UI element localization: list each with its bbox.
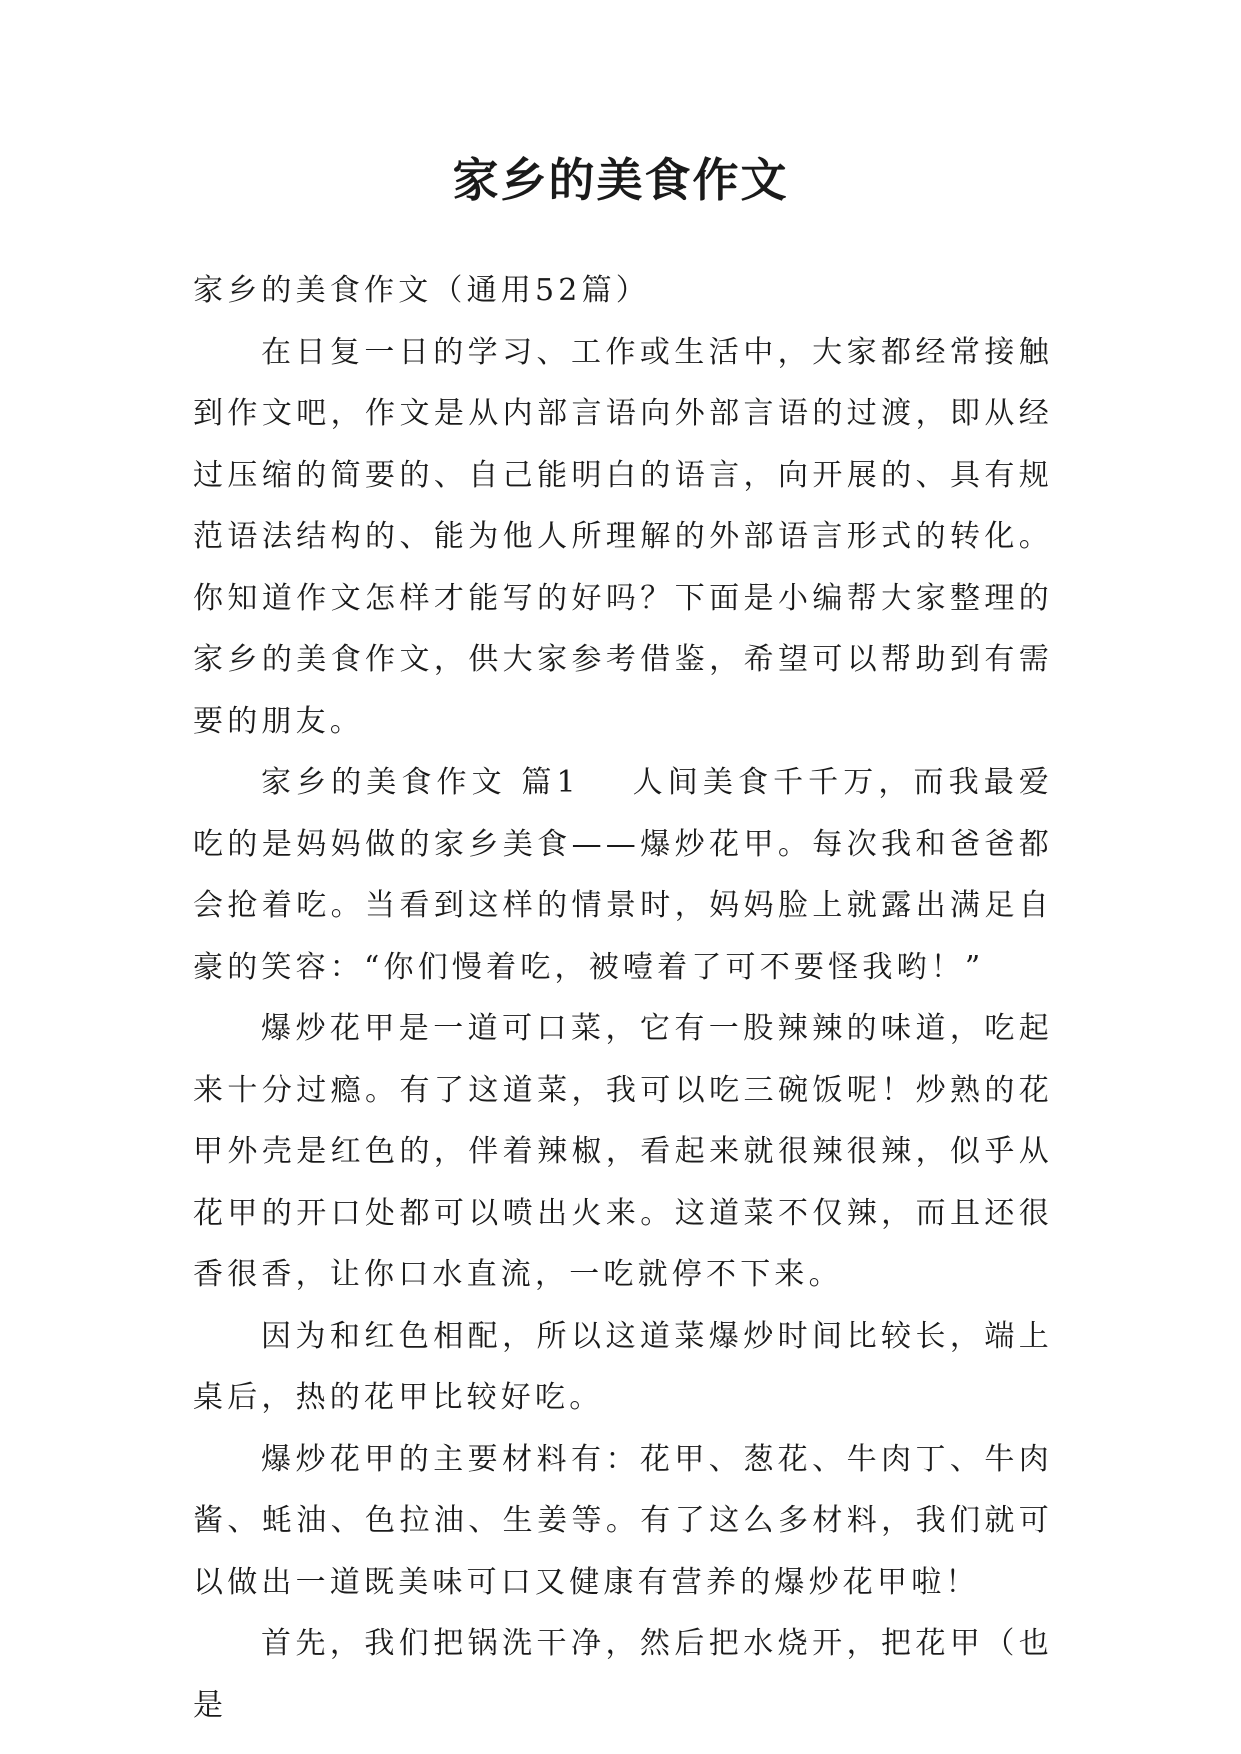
body-paragraph: 爆炒花甲是一道可口菜，它有一股辣辣的味道，吃起来十分过瘾。有了这道菜，我可以吃三碗饭呢！炒熟的花甲外壳是红色的，伴着辣椒，看起来就很辣很辣，似乎从花甲的开口处都可以喷出火来。这道菜不仅辣，而且还很香很香，让你口水直流，一吃就停不下来。: [193, 1011, 1053, 1292]
body-paragraph: 首先，我们把锅洗干净，然后把水烧开，把花甲（也是: [193, 1626, 1053, 1723]
document-subtitle: 家乡的美食作文（通用52篇）: [193, 273, 650, 308]
section-1-paragraph: [193, 752, 1053, 998]
document-title: 家乡的美食作文: [452, 153, 789, 207]
intro-paragraph: 在日复一日的学习、工作或生活中，大家都经常接触到作文吧，作文是从内部言语向外部言语的过渡，即从经过压缩的简要的、自己能明白的语言，向开展的、具有规范语法结构的、能为他人所理解的外部语言形式的转化。你知道作文怎样才能写的好吗？下面是小编帮大家整理的家乡的美食作文，供大家参考借鉴，希望可以帮助到有需要的朋友。: [193, 334, 1053, 739]
body-paragraph: 因为和红色相配，所以这道菜爆炒时间比较长，端上桌后，热的花甲比较好吃。: [193, 1318, 1053, 1415]
document-body: [193, 260, 1053, 1736]
section-1-label: 家乡的美食作文 篇1: [261, 765, 580, 800]
section-1-text: 人间美食千千万，而我最爱吃的是妈妈做的家乡美食——爆炒花甲。每次我和爸爸都会抢着吃。当看到这样的情景时，妈妈脸上就露出满足自豪的笑容：“你们慢着吃，被噎着了可不要怪我哟！”: [193, 765, 1054, 985]
body-paragraph: 爆炒花甲的主要材料有：花甲、葱花、牛肉丁、牛肉酱、蚝油、色拉油、生姜等。有了这么多材料，我们就可以做出一道既美味可口又健康有营养的爆炒花甲啦！: [193, 1441, 1053, 1600]
